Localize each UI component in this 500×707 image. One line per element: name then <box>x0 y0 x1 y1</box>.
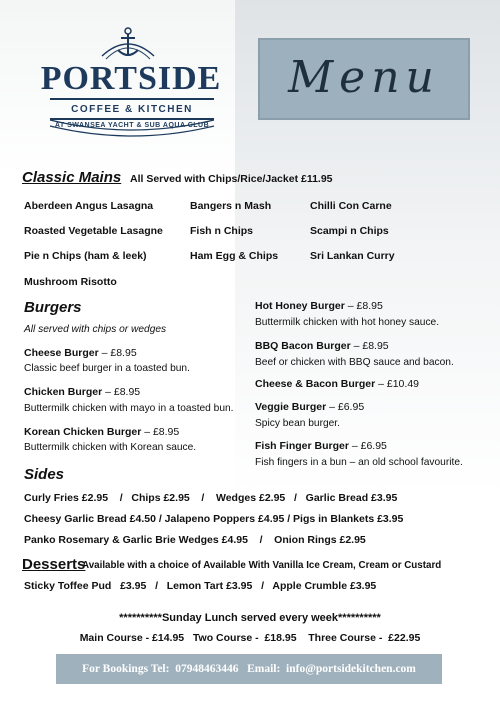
logo-wordmark: PORTSIDE <box>40 60 222 97</box>
menu-item: Ham Egg & Chips <box>190 250 279 262</box>
menu-item: Aberdeen Angus Lasagna <box>24 200 154 212</box>
bookings-footer <box>56 654 442 684</box>
sides-line: Panko Rosemary & Garlic Brie Wedges £4.95 / Onion Rings £2.95 <box>24 534 366 546</box>
sunday-lunch-prices: Main Course - £14.95 Two Course - £18.95 Three Course - £22.95 <box>79 632 421 644</box>
burger-item: Veggie Burger – £6.95 <box>255 401 365 413</box>
menu-item: Scampi n Chips <box>310 225 389 237</box>
menu-item: Chilli Con Carne <box>310 200 392 212</box>
classic-mains-heading: Classic Mains <box>22 169 122 186</box>
burgers-heading: Burgers <box>24 299 82 316</box>
menu-item: Mushroom Risotto <box>24 276 117 288</box>
burger-item: Cheese & Bacon Burger – £10.49 <box>255 378 419 390</box>
desserts-heading: Desserts <box>22 556 86 573</box>
burger-desc: Spicy bean burger. <box>255 418 340 429</box>
burger-desc: Buttermilk chicken with Korean sauce. <box>24 442 197 453</box>
burger-desc: Buttermilk chicken with hot honey sauce. <box>255 317 440 328</box>
burger-item: BBQ Bacon Burger – £8.95 <box>255 340 389 352</box>
anchor-icon <box>98 26 158 62</box>
desserts-note: Available with a choice of Available With Vanilla Ice Cream, Cream or Custard <box>82 560 442 571</box>
logo-subtitle: AT SWANSEA YACHT & SUB AQUA CLUB <box>54 122 210 129</box>
burger-item: Fish Finger Burger – £6.95 <box>255 440 387 452</box>
burger-desc: Beef or chicken with BBQ sauce and bacon. <box>255 357 454 368</box>
burger-desc: Fish fingers in a bun – an old school favourite. <box>255 457 463 468</box>
menu-item: Bangers n Mash <box>190 200 272 212</box>
menu-item: Sri Lankan Curry <box>310 250 395 262</box>
sides-heading: Sides <box>24 466 65 483</box>
classic-mains-note: All Served with Chips/Rice/Jacket £11.95 <box>130 173 333 185</box>
burger-item: Hot Honey Burger – £8.95 <box>255 300 383 312</box>
burger-item: Chicken Burger – £8.95 <box>24 386 141 398</box>
menu-item: Roasted Vegetable Lasagne <box>24 225 163 237</box>
desserts-line: Sticky Toffee Pud £3.95 / Lemon Tart £3.95 / Apple Crumble £3.95 <box>24 580 377 592</box>
sides-line: Cheesy Garlic Bread £4.50 / Jalapeno Poppers £4.95 / Pigs in Blankets £3.95 <box>24 513 404 525</box>
menu-title: Menu <box>288 52 440 103</box>
sunday-lunch-title: **********Sunday Lunch served every week********** <box>119 612 381 624</box>
burger-item: Cheese Burger – £8.95 <box>24 347 137 359</box>
menu-item: Fish n Chips <box>190 225 253 237</box>
sides-line: Curly Fries £2.95 / Chips £2.95 / Wedges £2.95 / Garlic Bread £3.95 <box>24 492 398 504</box>
burgers-note: All served with chips or wedges <box>24 324 167 335</box>
burger-desc: Buttermilk chicken with mayo in a toasted bun. <box>24 403 234 414</box>
logo-tagline: COFFEE & KITCHEN <box>50 98 214 120</box>
burger-desc: Classic beef burger in a toasted bun. <box>24 363 190 374</box>
burger-item: Korean Chicken Burger – £8.95 <box>24 426 180 438</box>
portside-logo <box>28 26 228 144</box>
menu-item: Pie n Chips (ham & leek) <box>24 250 147 262</box>
menu-title-box <box>258 38 470 120</box>
bookings-contact: For Bookings Tel: 07948463446 Email: info@portsidekitchen.com <box>82 663 416 675</box>
